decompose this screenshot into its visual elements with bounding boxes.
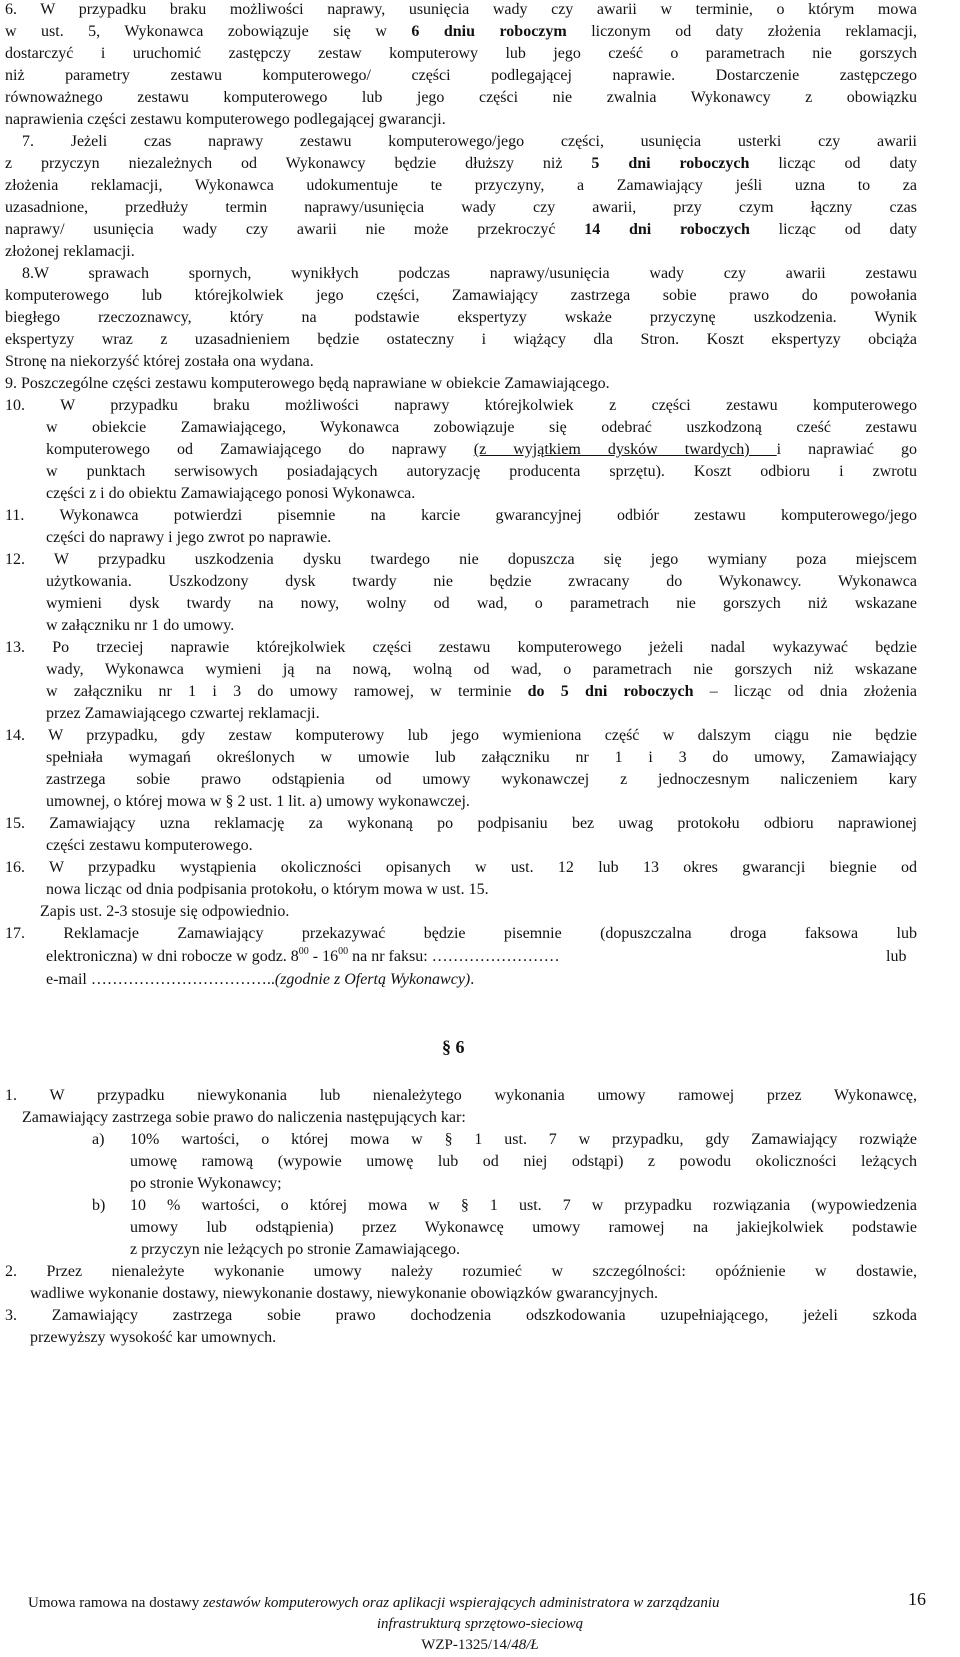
item-15-line: 15. Zamawiający uzna reklamację za wykonaną po podpisaniu bez uwag protokołu odbioru naprawionej — [5, 815, 917, 832]
item-17-line: lub — [886, 948, 907, 965]
item-7-line: 7. Jeżeli czas naprawy zestawu komputerowego/jego części, usunięcia usterki czy awarii — [22, 133, 917, 150]
item-6-line: w ust. 5, Wykonawca zobowiązuje się w 6 dniu roboczym liczonym od daty złożenia reklamacji, — [5, 23, 917, 40]
deadline-emphasis: 6 dniu roboczym — [411, 23, 567, 40]
list-marker-b: b) — [92, 1197, 106, 1214]
item-14-line: 14. W przypadku, gdy zestaw komputerowy lub jego wymieniona część w dalszym ciągu nie będzie — [5, 727, 917, 744]
item-12-line: w załączniku nr 1 do umowy. — [46, 617, 235, 634]
item-6-line: dostarczyć i uruchomić zastępczy zestaw komputerowy lub jego cześć o parametrach nie gorszych — [5, 45, 917, 62]
item-17-line: elektroniczna) w dni robocze w godz. $8^{00} - 16^{00}$ na nr faksu: …………………… — [46, 946, 560, 965]
footer-reference-number: WZP-1325/14/48/Ł — [421, 1637, 539, 1653]
penalty-item-1-line: Zamawiający zastrzega sobie prawo do naliczenia następujących kar: — [22, 1109, 466, 1126]
item-7-line: złożonej reklamacji. — [5, 243, 135, 260]
item-13-line: wady, Wykonawca wymieni ją na nową, wolną od wad, o parametrach nie gorszych niż wskazane — [46, 661, 917, 678]
penalty-a-line: 10% wartości, o której mowa w § 1 ust. 7 w przypadku, gdy Zamawiający rozwiąże — [130, 1131, 917, 1148]
item-13-line: przez Zamawiającego czwartej reklamacji. — [46, 705, 320, 722]
item-14-line: umownej, o której mowa w § 2 ust. 1 lit. a) umowy wykonawczej. — [46, 793, 470, 810]
penalty-b-line: z przyczyn nie leżących po stronie Zamawiającego. — [130, 1241, 461, 1258]
list-marker-a: a) — [92, 1131, 105, 1148]
item-10-line: w punktach serwisowych posiadających autoryzację producenta sprzętu). Koszt odbioru i zwrotu — [46, 463, 917, 480]
item-10-line: komputerowego od Zamawiającego do naprawy (z wyjątkiem dysków twardych) i naprawiać go — [46, 441, 917, 458]
penalty-item-3-line: przewyższy wysokość kar umownych. — [30, 1329, 277, 1346]
penalty-item-1-line: 1. W przypadku niewykonania lub nienależytego wykonania umowy ramowej przez Wykonawcę, — [5, 1087, 917, 1104]
item-6-line: naprawienia części zestawu komputerowego podlegającej gwarancji. — [5, 111, 446, 128]
item-17-line: 17. Reklamacje Zamawiający przekazywać będzie pisemnie (dopuszczalna droga faksowa lub — [5, 925, 917, 942]
penalty-a-line: umowę ramową (wypowie umowę lub od niej odstąpi) z powodu okoliczności leżących — [130, 1153, 917, 1170]
item-7-line: naprawy/ usunięcia wady czy awarii nie może przekroczyć 14 dni roboczych licząc od daty — [5, 221, 918, 238]
penalty-b-line: umowy lub odstąpienia) przez Wykonawcę umowy ramowej na jakiejkolwiek podstawie — [130, 1219, 917, 1236]
item-16-line: 16. W przypadku wystąpienia okoliczności opisanych w ust. 12 lub 13 okres gwarancji biegnie od — [5, 859, 917, 876]
footer-contract-title: Umowa ramowa na dostawy zestawów komputerowych oraz aplikacji wspierających administratora w zarządzaniu — [28, 1595, 720, 1611]
item-17-line: e-mail ……………………………..(zgodnie z Ofertą Wykonawcy). — [46, 971, 475, 988]
item-12-line: 12. W przypadku uszkodzenia dysku twardego nie dopuszcza się jego wymiany poza miejscem — [5, 551, 917, 568]
item-9-line: 9. Poszczególne części zestawu komputerowego będą naprawiane w obiekcie Zamawiającego. — [5, 375, 610, 392]
item-6-line: równoważnego zestawu komputerowego lub jego części nie zwalnia Wykonawcy z obowiązku — [5, 89, 917, 106]
footer-contract-subtitle: infrastrukturą sprzętowo-sieciową — [376, 1616, 584, 1632]
item-8-line: 8.W sprawach spornych, wynikłych podczas naprawy/usunięcia wady czy awarii zestawu — [22, 265, 917, 282]
penalty-b-line: 10 % wartości, o której mowa w § 1 ust. 7 w przypadku rozwiązania (wypowiedzenia — [130, 1197, 917, 1214]
item-8-line: biegłego rzeczoznawcy, który na podstawie ekspertyzy wskaże przyczynę uszkodzenia. Wynik — [5, 309, 917, 326]
section-heading: § 6 — [442, 1037, 465, 1057]
penalty-item-2-line: wadliwe wykonanie dostawy, niewykonanie dostawy, niewykonanie obowiązków gwarancyjnych. — [30, 1285, 658, 1302]
item-8-line: ekspertyzy wraz z uzasadnieniem będzie ostateczny i wiążący dla Stron. Koszt ekspertyzy obciąża — [5, 331, 917, 348]
deadline-emphasis: do 5 dni roboczych — [527, 683, 694, 700]
item-10-line: w obiekcie Zamawiającego, Wykonawca zobowiązuje się odebrać uszkodzoną cześć zestawu — [46, 419, 917, 436]
item-12-line: wymieni dysk twardy na nowy, wolny od wad, o parametrach nie gorszych niż wskazane — [46, 595, 917, 612]
item-16-line: nowa licząc od dnia podpisania protokołu, o którym mowa w ust. 15. — [46, 881, 489, 898]
deadline-emphasis: 14 dni roboczych — [584, 221, 750, 238]
item-15-line: części zestawu komputerowego. — [46, 837, 253, 854]
item-11-line: 11. Wykonawca potwierdzi pisemnie na karcie gwarancyjnej odbiór zestawu komputerowego/jego — [5, 507, 917, 524]
item-7-line: złożenia reklamacji, Wykonawca udokumentuje te przyczyny, a Zamawiający jeśli uzna to za — [5, 177, 917, 194]
item-6-line: 6. W przypadku braku możliwości naprawy, usunięcia wady czy awarii w terminie, o którym mowa — [5, 1, 917, 18]
deadline-emphasis: 5 dni roboczych — [591, 155, 750, 172]
item-10-line: części z i do obiektu Zamawiającego ponosi Wykonawca. — [46, 485, 416, 502]
item-8-line: komputerowego lub którejkolwiek jego części, Zamawiający zastrzega sobie prawo do powołania — [5, 287, 917, 304]
item-6-line: niż parametry zestawu komputerowego/ części podlegającej naprawie. Dostarczenie zastępczego — [5, 67, 917, 84]
item-13-line: w załączniku nr 1 i 3 do umowy ramowej, w terminie do 5 dni roboczych – licząc od dnia złożenia — [46, 683, 917, 700]
item-7-line: uzasadnione, przedłuży termin naprawy/usunięcia wady czy awarii, przy czym łączny czas — [5, 199, 917, 216]
item-12-line: użytkowania. Uszkodzony dysk twardy nie będzie zwracany do Wykonawcy. Wykonawca — [46, 573, 917, 590]
item-14-line: spełniała wymagań określonych w umowie lub załączniku nr 1 i 3 do umowy, Zamawiający — [46, 749, 917, 766]
item-11-line: części do naprawy i jego zwrot po naprawie. — [46, 529, 332, 546]
item-10-line: 10. W przypadku braku możliwości naprawy którejkolwiek z części zestawu komputerowego — [5, 397, 917, 414]
penalty-item-2-line: 2. Przez nienależyte wykonanie umowy należy rozumieć w szczególności: opóźnienie w dostawie, — [5, 1263, 917, 1280]
offer-reference: (zgodnie z Ofertą Wykonawcy) — [274, 971, 471, 988]
page-number: 16 — [908, 1589, 926, 1609]
item-16-line: Zapis ust. 2-3 stosuje się odpowiednio. — [40, 903, 290, 920]
item-13-line: 13. Po trzeciej naprawie którejkolwiek części zestawu komputerowego jeżeli nadal wykazywać będzie — [5, 639, 917, 656]
item-14-line: zastrzega sobie prawo odstąpienia od umowy wykonawczej z jednoczesnym naliczeniem kary — [46, 771, 917, 788]
hard-disk-exception: (z wyjątkiem dysków twardych) — [473, 441, 777, 458]
penalty-item-3-line: 3. Zamawiający zastrzega sobie prawo dochodzenia odszkodowania uzupełniającego, jeżeli szkoda — [5, 1307, 917, 1324]
penalty-a-line: po stronie Wykonawcy; — [130, 1175, 282, 1192]
item-7-line: z przyczyn niezależnych od Wykonawcy będzie dłuższy niż 5 dni roboczych licząc od daty — [5, 155, 917, 172]
item-8-line: Stronę na niekorzyść której została ona wydana. — [5, 353, 314, 370]
